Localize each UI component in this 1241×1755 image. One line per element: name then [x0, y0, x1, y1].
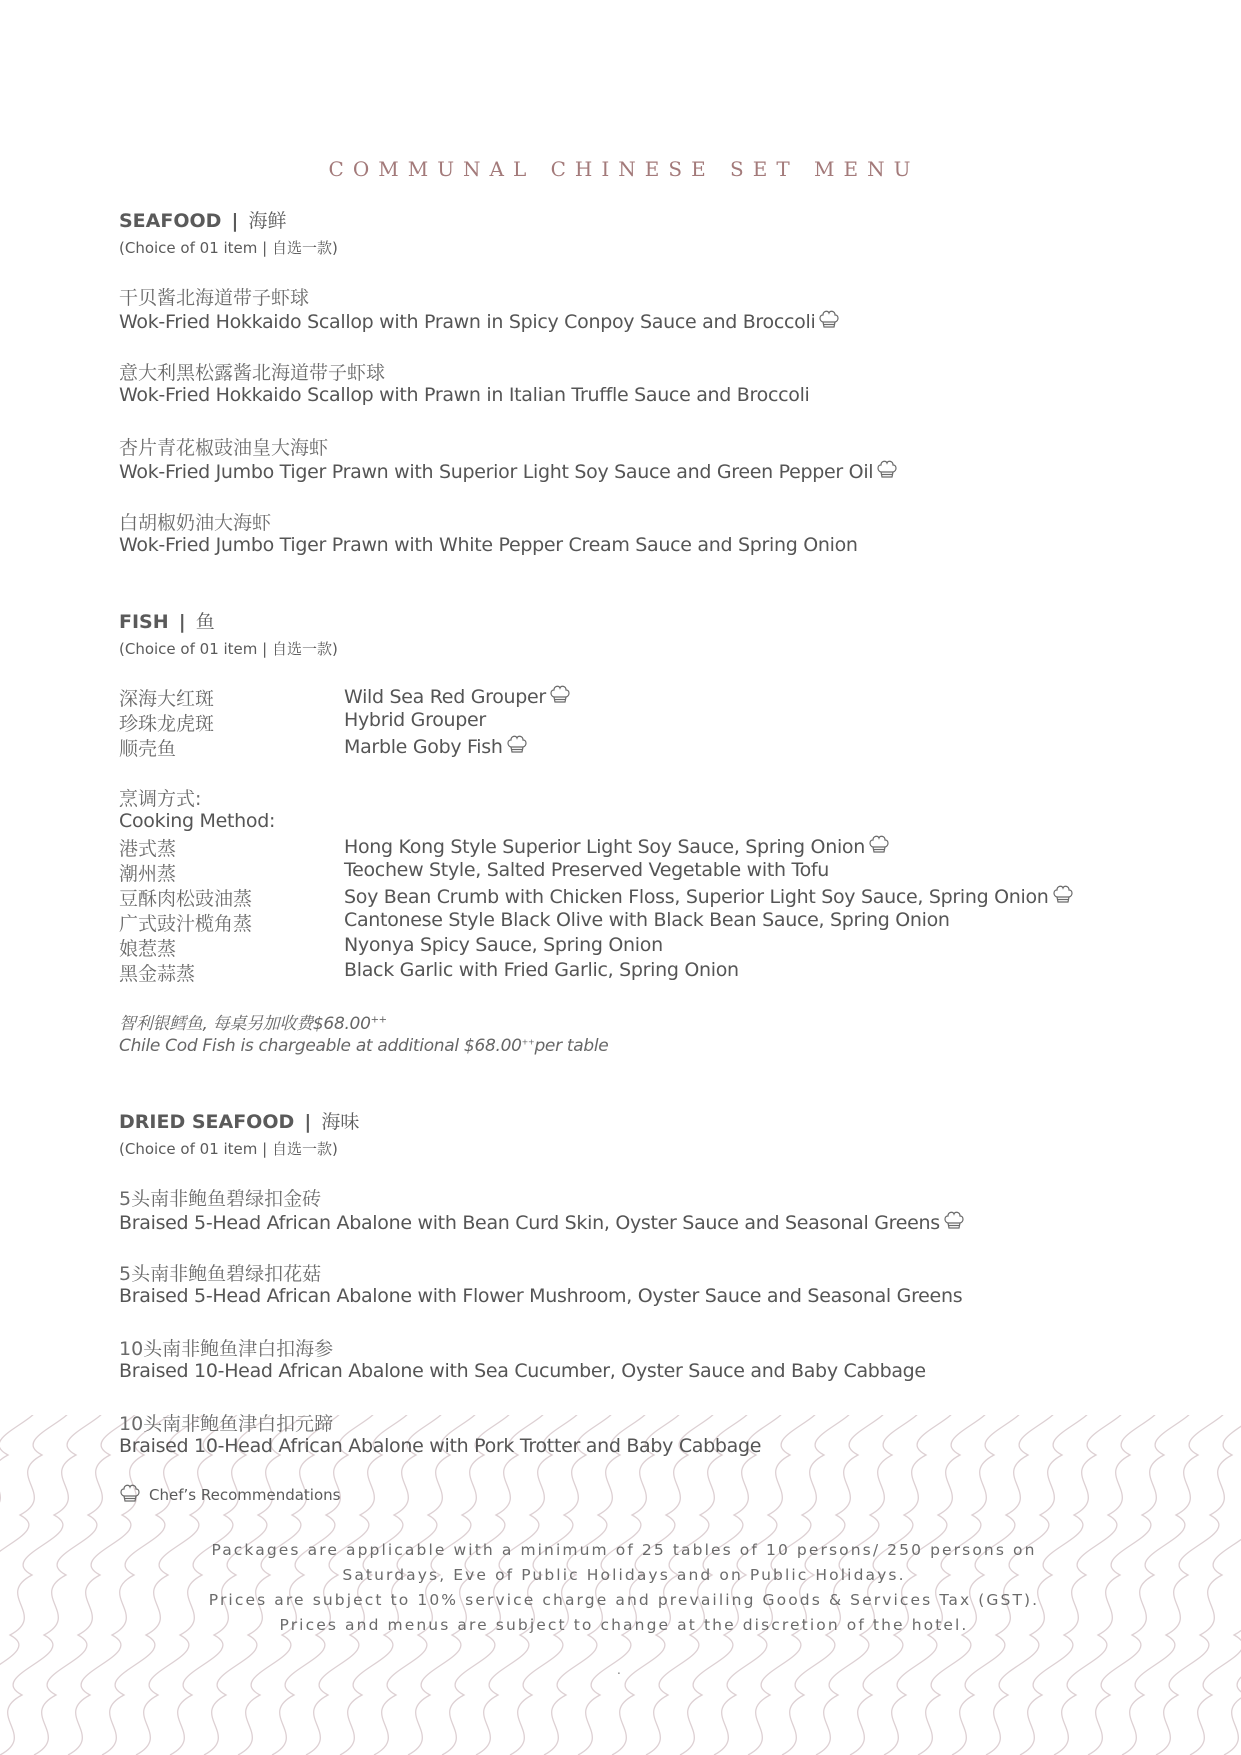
cod-surcharge-zh-text: 智利银鳕鱼, 每桌另加收费$68.00 [119, 1014, 371, 1034]
method-en: Teochew Style, Salted Preserved Vegetable with Tofu [344, 859, 830, 881]
wave-line [1224, 1415, 1241, 1755]
seafood-choice-note: (Choice of 01 item | 自选一款) [119, 239, 338, 257]
fish-en: Hybrid Grouper [344, 709, 486, 731]
dish-en: Braised 5-Head African Abalone with Flower Mushroom, Oyster Sauce and Seasonal Greens [119, 1285, 963, 1307]
chef-recommendation-legend [119, 1483, 340, 1504]
wave-line [1190, 1415, 1241, 1755]
dried-choice-note: (Choice of 01 item | 自选一款) [119, 1140, 338, 1158]
chef-hat-icon [506, 734, 528, 754]
fish-zh: 顺壳鱼 [119, 738, 177, 760]
dish-zh: 5头南非鲍鱼碧绿扣金砖 [119, 1188, 322, 1210]
terms-line: Prices are subject to 10% service charge and prevailing Goods & Services Tax (GST). [208, 1591, 1040, 1609]
plus-plus-sup: ++ [370, 1014, 387, 1026]
cooking-method-en: Cooking Method: [119, 810, 276, 832]
cod-surcharge-en-tail: per table [534, 1036, 609, 1056]
dish-zh: 白胡椒奶油大海虾 [119, 512, 272, 534]
method-row [119, 859, 1129, 884]
seafood-heading [119, 206, 286, 233]
method-en-text: Hong Kong Style Superior Light Soy Sauce, Spring Onion [344, 836, 865, 858]
page-dot: . [617, 1663, 621, 1677]
dish-en: Wok-Fried Jumbo Tiger Prawn with White Pepper Cream Sauce and Spring Onion [119, 534, 858, 556]
heading-separator: | [304, 1111, 312, 1133]
dish-en [119, 459, 898, 483]
method-row [119, 884, 1129, 909]
chef-hat-icon [549, 684, 571, 704]
fish-en [344, 734, 528, 758]
menu-title: COMMUNAL CHINESE SET MENU [328, 157, 920, 181]
fish-heading-zh: 鱼 [195, 611, 215, 633]
method-en-text: Soy Bean Crumb with Chicken Floss, Superior Light Soy Sauce, Spring Onion [344, 886, 1049, 908]
cod-surcharge-en-text: Chile Cod Fish is chargeable at additional $68.00 [119, 1036, 522, 1056]
method-zh: 潮州蒸 [119, 863, 177, 885]
method-zh: 港式蒸 [119, 838, 177, 860]
method-zh: 广式豉汁榄角蒸 [119, 913, 253, 935]
fish-row [119, 734, 1129, 759]
legend-text: Chef’s Recommendations [149, 1486, 341, 1504]
dish-en: Braised 10-Head African Abalone with Sea Cucumber, Oyster Sauce and Baby Cabbage [119, 1360, 926, 1382]
dish-en-text: Braised 5-Head African Abalone with Bean Curd Skin, Oyster Sauce and Seasonal Greens [119, 1212, 940, 1234]
method-en: Nyonya Spicy Sauce, Spring Onion [344, 934, 663, 956]
wave-line [1156, 1415, 1241, 1755]
method-row [119, 909, 1129, 934]
fish-en-text: Marble Goby Fish [344, 736, 503, 758]
dish-en-text: Wok-Fried Hokkaido Scallop with Prawn in Spicy Conpoy Sauce and Broccoli [119, 311, 816, 333]
fish-heading-en: FISH [119, 611, 169, 633]
terms-line: Packages are applicable with a minimum of 25 tables of 10 persons/ 250 persons on [211, 1541, 1037, 1559]
dish-en-text: Wok-Fried Jumbo Tiger Prawn with Superior Light Soy Sauce and Green Pepper Oil [119, 461, 874, 483]
chef-hat-icon [943, 1210, 965, 1230]
wave-line [0, 1415, 5, 1755]
method-en [344, 884, 1074, 908]
fish-en [344, 684, 571, 708]
dish-en: Braised 10-Head African Abalone with Pork Trotter and Baby Cabbage [119, 1435, 762, 1457]
fish-zh: 珍珠龙虎斑 [119, 713, 215, 735]
method-en [344, 834, 890, 858]
dried-seafood-heading [119, 1107, 359, 1134]
dried-heading-zh: 海味 [321, 1111, 360, 1133]
terms-footer [119, 1538, 1129, 1638]
cod-surcharge-zh [119, 1009, 387, 1034]
heading-separator: | [231, 210, 239, 232]
chef-hat-icon [119, 1483, 141, 1503]
method-en: Black Garlic with Fried Garlic, Spring Onion [344, 959, 739, 981]
seafood-heading-zh: 海鲜 [248, 210, 287, 232]
dish-en [119, 1210, 965, 1234]
fish-row [119, 684, 1129, 709]
plus-plus-sup: ++ [521, 1037, 535, 1047]
method-zh: 豆酥肉松豉油蒸 [119, 888, 253, 910]
dish-zh: 5头南非鲍鱼碧绿扣花菇 [119, 1263, 322, 1285]
dish-zh: 干贝酱北海道带子虾球 [119, 287, 310, 309]
fish-choice-note: (Choice of 01 item | 自选一款) [119, 640, 338, 658]
fish-row [119, 709, 1129, 734]
chef-hat-icon [876, 459, 898, 479]
dish-en: Wok-Fried Hokkaido Scallop with Prawn in Italian Truffle Sauce and Broccoli [119, 384, 810, 406]
heading-separator: | [178, 611, 186, 633]
cod-surcharge-en [119, 1036, 608, 1056]
dish-en [119, 309, 840, 333]
chef-hat-icon [1052, 884, 1074, 904]
dried-heading-en: DRIED SEAFOOD [119, 1111, 295, 1133]
terms-line: Saturdays, Eve of Public Holidays and on Public Holidays. [342, 1566, 906, 1584]
seafood-heading-en: SEAFOOD [119, 210, 222, 232]
method-row [119, 934, 1129, 959]
method-en: Cantonese Style Black Olive with Black Bean Sauce, Spring Onion [344, 909, 950, 931]
method-row [119, 959, 1129, 984]
dish-zh: 意大利黑松露酱北海道带子虾球 [119, 362, 386, 384]
fish-heading [119, 607, 215, 634]
dish-zh: 杏片青花椒豉油皇大海虾 [119, 437, 329, 459]
chef-hat-icon [818, 309, 840, 329]
terms-line: Prices and menus are subject to change at the discretion of the hotel. [279, 1616, 969, 1634]
fish-en-text: Wild Sea Red Grouper [344, 686, 546, 708]
dish-zh: 10头南非鲍鱼津白扣海参 [119, 1338, 334, 1360]
chef-hat-icon [868, 834, 890, 854]
dish-zh: 10头南非鲍鱼津白扣元蹄 [119, 1413, 334, 1435]
method-zh: 黑金蒜蒸 [119, 963, 196, 985]
cooking-method-zh: 烹调方式: [119, 788, 202, 810]
fish-zh: 深海大红斑 [119, 688, 215, 710]
wave-line [1122, 1415, 1241, 1755]
method-zh: 娘惹蒸 [119, 938, 177, 960]
method-row [119, 834, 1129, 859]
